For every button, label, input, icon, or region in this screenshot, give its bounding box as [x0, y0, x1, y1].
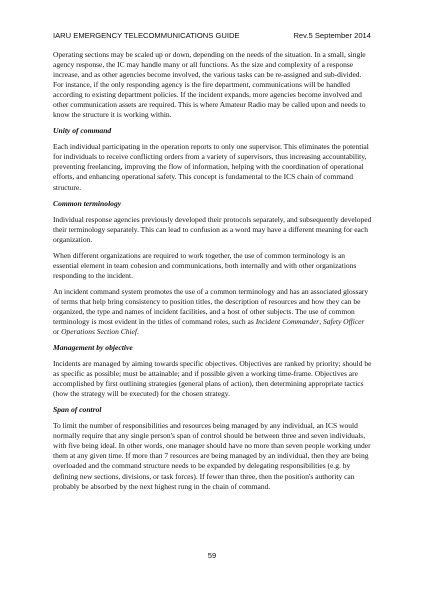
terminology-paragraph-3-lead: An incident command system promotes the use of a common terminology and has an associated glossary of terms that help bring consistency to position titles, the description of resources and how they can be organized, the type and names of incident facilities, and a host of other subjects. The use of common terminology is most evident in the titles of command roles, such as — [53, 286, 369, 326]
terminology-paragraph-3 — [53, 287, 372, 337]
unity-of-command-paragraph: Each individual participating in the operation reports to only one supervisor. This eliminates the potential for individuals to receive conflicting orders from a variety of supervisors, thus increasing accountability, preventing freelancing, improving the flow of information, helping with the coordination of operational efforts, and enhancing operational safety. This concept is fundamental to the ICS chain of command structure. — [53, 142, 369, 192]
heading-unity-of-command: Unity of command — [53, 126, 112, 136]
role-separator-1: , — [319, 316, 323, 326]
page-body — [53, 50, 372, 498]
running-header — [53, 31, 371, 41]
heading-span-of-control: Span of control — [53, 405, 102, 415]
terminology-paragraph-2: When different organizations are required to work together, the use of common terminology is an essential element in team cohesion and communications, both internally and with other organizations responding to the incident. — [53, 250, 357, 280]
role-incident-commander: Incident Commander — [255, 316, 320, 326]
revision-date: Rev.5 September 2014 — [293, 31, 371, 40]
terminology-paragraph-1: Individual response agencies previously developed their protocols separately, and subsequently developed their terminology separately. This can lead to confusion as a word may have a different meaning for each organization. — [53, 214, 372, 244]
management-by-objective-paragraph: Incidents are managed by aiming towards specific objectives. Objectives are ranked by priority; should be as specific as possible; must be attainable; and if possible given a working time-frame. Objectives are accomplished by first outlining strategies (general plans of action), then determining appropriate tactics (how the strategy will be executed) for the chosen strategy. — [53, 359, 372, 399]
heading-common-terminology: Common terminology — [53, 198, 122, 208]
page-number: 59 — [207, 551, 217, 560]
role-safety-officer: Safety Officer — [322, 316, 365, 326]
role-separator-2: or — [53, 327, 62, 337]
heading-management-by-objective: Management by objective — [53, 343, 133, 353]
terminology-paragraph-3-end: . — [136, 327, 139, 337]
role-operations-section-chief: Operations Section Chief — [61, 327, 137, 337]
span-of-control-paragraph: To limit the number of responsibilities and resources being managed by any individual, an ICS would normally require that any single person's span of control should be between three and seven individuals, with five being ideal. In other words, one manager should have no more than seven people working under them at any given time. If more than 7 resources are being managed by an individual, then they are being overloaded and the command structure needs to be expanded by delegating responsibilities (e.g. by defining new sections, divisions, or task forces). If fewer than three, then the position's authority can probably be absorbed by the next highest rung in the chain of command. — [53, 421, 371, 491]
guide-title: IARU EMERGENCY TELECOMMUNICATIONS GUIDE — [53, 31, 240, 40]
intro-paragraph: Operating sections may be scaled up or down, depending on the needs of the situation. In a small, single agency response, the IC may handle many or all functions. As the size and complexity of a response increase, and as other agencies become involved, the various tasks can be re-assigned and sub-divided. For instance, if the only responding agency is the fire department, communications will be handled according to existing department policies. If the incident expands, more agencies become involved and other communication assets are required. This is where Amateur Radio may be called upon and needs to know the structure it is working within. — [53, 50, 366, 120]
